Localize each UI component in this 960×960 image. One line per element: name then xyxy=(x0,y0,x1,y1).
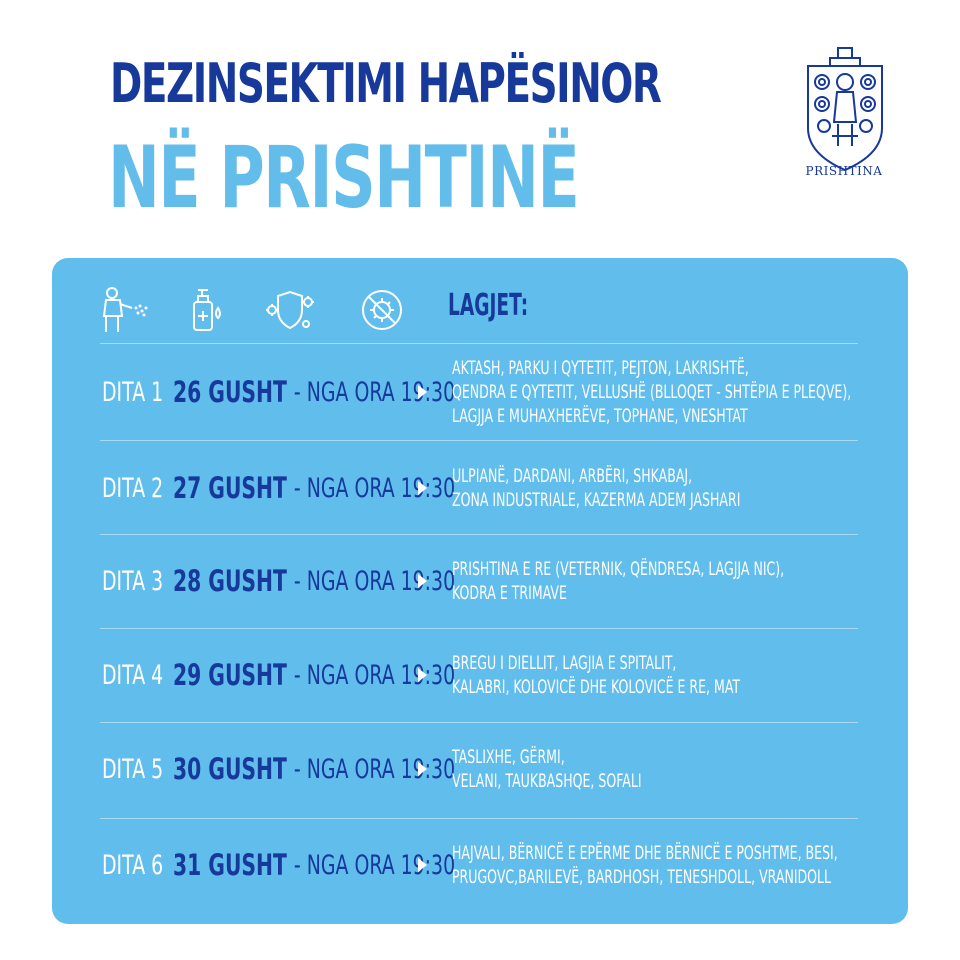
time-label: - NGA ORA 19:30 xyxy=(293,376,456,408)
neighborhood-list xyxy=(452,722,874,816)
neighborhood-line: ULPIANË, DARDANI, ARBËRI, SHKABAJ, xyxy=(452,465,693,487)
time-label: - NGA ORA 19:30 xyxy=(293,472,456,504)
neighborhood-line: VELANI, TAUKBASHQE, SOFALI xyxy=(452,770,642,792)
play-arrow-icon xyxy=(418,668,427,682)
date-label: 30 GUSHT xyxy=(172,752,287,786)
date-label: 26 GUSHT xyxy=(172,375,287,409)
play-arrow-icon xyxy=(418,858,427,872)
neighborhood-line: AKTASH, PARKU I QYTETIT, PEJTON, LAKRISHTË, xyxy=(452,357,749,379)
day-label: DITA 3 xyxy=(102,565,164,597)
day-label: DITA 2 xyxy=(102,472,164,504)
sprayer-person-icon xyxy=(100,286,152,334)
schedule-row xyxy=(52,345,908,439)
neighborhood-line: KALABRI, KOLOVICË DHE KOLOVICË E RE, MAT xyxy=(452,676,741,698)
neighborhood-list xyxy=(452,534,874,628)
shield-virus-icon xyxy=(264,286,316,334)
time-label: - NGA ORA 19:30 xyxy=(293,753,456,785)
play-arrow-icon xyxy=(418,481,427,495)
prishtina-coat-of-arms-icon xyxy=(800,42,890,184)
schedule-row xyxy=(52,818,908,912)
hand-sanitizer-icon xyxy=(182,286,234,334)
schedule-row xyxy=(52,441,908,535)
page-title-line1: DEZINSEKTIMI HAPËSINOR xyxy=(110,52,661,115)
page-title-line2: NË PRISHTINË xyxy=(108,128,579,228)
neighborhood-line: BREGU I DIELLIT, LAGJIA E SPITALIT, xyxy=(452,652,677,674)
neighborhood-line: ZONA INDUSTRIALE, KAZERMA ADEM JASHARI xyxy=(452,489,741,511)
schedule-row xyxy=(52,722,908,816)
neighborhood-list xyxy=(452,628,874,722)
play-arrow-icon xyxy=(418,385,427,399)
neighborhood-line: QENDRA E QYTETIT, VELLUSHË (BLLOQET - SHTËPIA E PLEQVE), xyxy=(452,381,852,403)
neighborhood-list xyxy=(452,441,874,535)
date-label: 31 GUSHT xyxy=(172,848,287,882)
neighborhood-line: KODRA E TRIMAVE xyxy=(452,582,567,604)
day-label: DITA 5 xyxy=(102,753,164,785)
date-label: 27 GUSHT xyxy=(172,471,287,505)
play-arrow-icon xyxy=(418,762,427,776)
neighborhood-list xyxy=(452,345,874,439)
day-label: DITA 1 xyxy=(102,376,164,408)
date-label: 28 GUSHT xyxy=(172,564,287,598)
neighborhood-list xyxy=(452,818,874,912)
neighborhood-line: LAGJJA E MUHAXHERËVE, TOPHANE, VNESHTAT xyxy=(452,405,748,427)
schedule-row xyxy=(52,534,908,628)
schedule-panel xyxy=(52,258,908,924)
neighborhood-line: PRUGOVC,BARILEVË, BARDHOSH, TENESHDOLL, VRANIDOLL xyxy=(452,866,832,888)
day-label: DITA 4 xyxy=(102,659,164,691)
day-label: DITA 6 xyxy=(102,849,164,881)
date-label: 29 GUSHT xyxy=(172,658,287,692)
time-label: - NGA ORA 19:30 xyxy=(293,565,456,597)
neighborhood-line: PRISHTINA E RE (VETERNIK, QËNDRESA, LAGJJA NIC), xyxy=(452,558,785,580)
neighborhood-line: TASLIXHE, GËRMI, xyxy=(452,746,565,768)
time-label: - NGA ORA 19:30 xyxy=(293,659,456,691)
divider xyxy=(100,343,858,344)
lagjet-heading: LAGJET: xyxy=(448,288,529,323)
play-arrow-icon xyxy=(418,574,427,588)
neighborhood-line: HAJVALI, BËRNICË E EPËRME DHE BËRNICË E POSHTME, BESI, xyxy=(452,842,838,864)
time-label: - NGA ORA 19:30 xyxy=(293,849,456,881)
logo-caption: PRISHTINA xyxy=(805,164,883,178)
no-virus-icon xyxy=(356,286,408,334)
schedule-row xyxy=(52,628,908,722)
